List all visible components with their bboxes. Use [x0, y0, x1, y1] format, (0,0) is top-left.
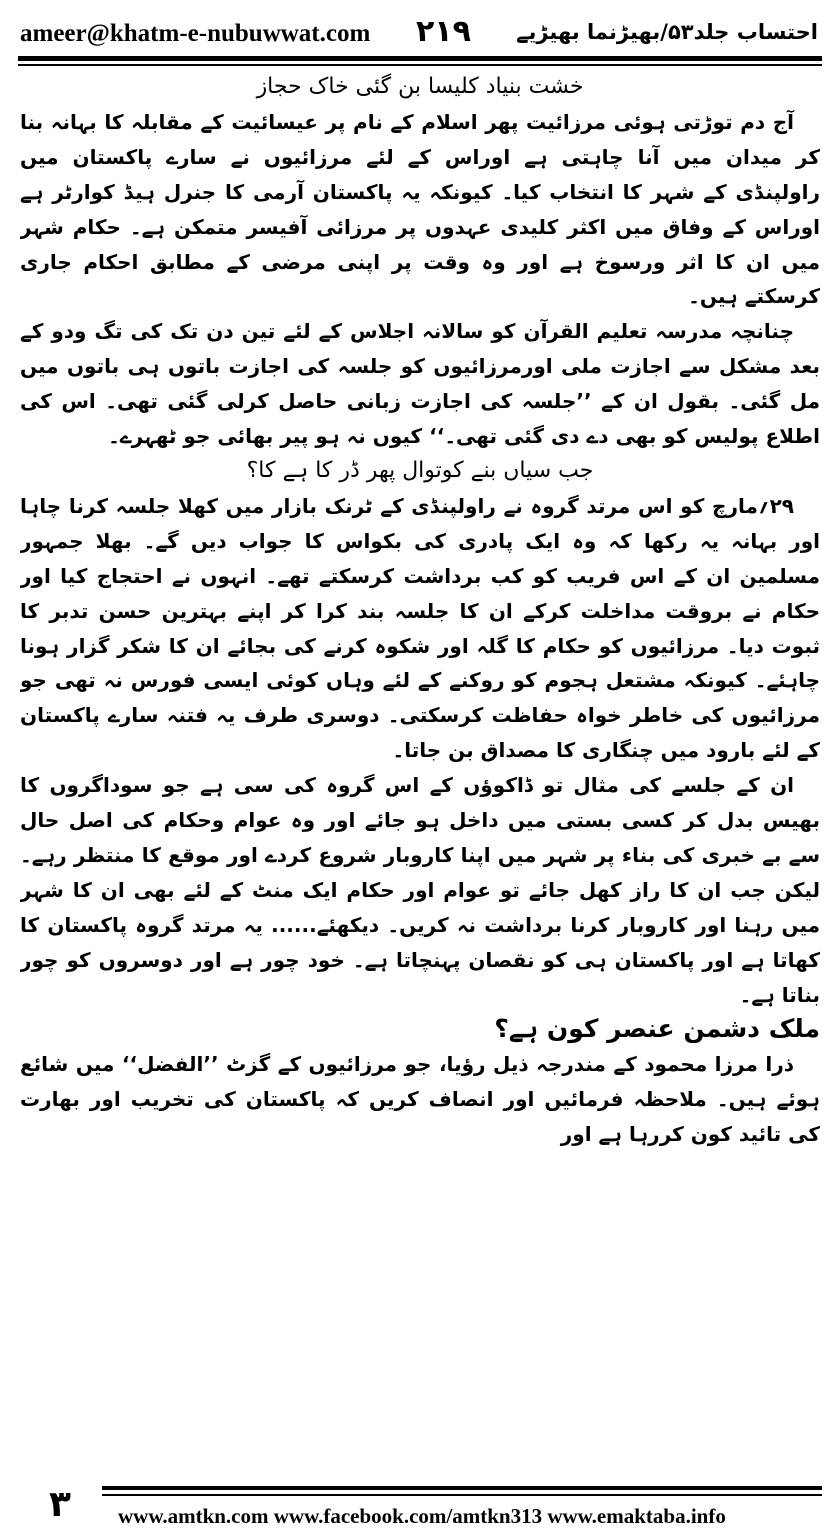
article-body	[20, 70, 820, 1442]
verse-2: جب سیاں بنے کوتوال پھر ڈر کا ہے کا؟	[246, 457, 594, 483]
header-series-title: احتساب جلد۵۳/بھیڑنما بھیڑیے	[516, 20, 818, 44]
footer-rule-thin	[18, 1494, 822, 1496]
paragraph-1: آج دم توڑتی ہوئی مرزائیت پھر اسلام کے نام پر عیسائیت کے مقابلہ کا بہانہ بنا کر میدان میں آنا چاہتی ہے اوراس کے لئے مرزائیوں نے سارے پاکستان میں راولپنڈی کے شہر کا انتخاب کیا۔ کیونکہ یہ پاکستان آرمی کا جنرل ہیڈ کوارٹر ہے اوراس کے وفاق میں اکثر کلیدی عہدوں پر مرزائی آفیسر متمکن ہے۔ حکام شہر میں ان کا اثر ورسوخ ہے اور وہ وقت پر اپنی مرضی کے مطابق احکام جاری کرسکتے ہیں۔	[20, 109, 820, 309]
header-page-number: ۲۱۹	[416, 14, 471, 49]
paragraph-2: چنانچہ مدرسہ تعلیم القرآن کو سالانہ اجلاس کے لئے تین دن تک کی تگ ودو کے بعد مشکل سے اجازت ملی اورمرزائیوں کو جلسہ کی اجازت باتوں ہی باتوں میں مل گئی۔ بقول ان کے ’’جلسہ کی اجازت زبانی حاصل کرلی گئی تھی۔ اس کی اطلاع پولیس کو بھی دے دی گئی تھی۔‘‘ کیوں نہ ہو پیر بھائی جو ٹھہرے۔	[20, 319, 820, 449]
subheading: ملک دشمن عنصر کون ہے؟	[494, 1014, 820, 1044]
footer-page-number: ۳	[18, 1478, 102, 1532]
header-rule-thin	[18, 64, 822, 66]
paragraph-3: ۲۹؍مارچ کو اس مرتد گروہ نے راولپنڈی کے ٹرنک بازار میں کھلا جلسہ کرنا چاہا اور بہانہ یہ رکھا کہ وہ ایک پادری کی بکواس کا جواب دیں گے۔ بھلا جمہور مسلمین ان کے اس فریب کو کب برداشت کرسکتے تھے۔ انہوں نے احتجاج کیا اور حکام نے بروقت مداخلت کرکے ان کا جلسہ بند کرا کر اپنے بہترین حسن تدبر کا ثبوت دیا۔ مرزائیوں کو حکام کا گلہ اور شکوہ کرنے کی بجائے ان کا شکر گزار ہونا چاہئے۔ کیونکہ مشتعل ہجوم کو روکنے کے لئے وہاں کوئی ایسی فورس نہ تھی جو مرزائیوں کی خاطر خواہ حفاظت کرسکتی۔ دوسری طرف یہ فتنہ سارے پاکستان کے لئے بارود میں چنگاری کا مصداق بن جاتا۔	[20, 493, 820, 763]
header-rule-thick	[18, 56, 822, 61]
header-email: ameer@khatm-e-nubuwwat.com	[20, 20, 371, 47]
page-header	[18, 14, 822, 54]
footer-rule-thick	[18, 1486, 822, 1490]
footer-links: www.amtkn.com www.facebook.com/amtkn313 www.emaktaba.info	[118, 1504, 726, 1528]
paragraph-5: ذرا مرزا محمود کے مندرجہ ذیل رؤیا، جو مرزائیوں کے گزٹ ’’الفضل‘‘ میں شائع ہوئے ہیں۔ ملاحظہ فرمائیں اور انصاف کریں کہ پاکستان کی تخریب اور بھارت کی تائید کون کررہا ہے اور	[20, 1052, 820, 1147]
verse-1: خشت بنیاد کلیسا بن گئی خاک حجاز	[256, 74, 584, 99]
paragraph-4: ان کے جلسے کی مثال تو ڈاکوؤں کے اس گروہ کی سی ہے جو سوداگروں کا بھیس بدل کر کسی بستی میں داخل ہو جائے اور وہ عوام وحکام کی اصل حال سے بے خبری کی بناء پر شہر میں اپنا کاروبار شروع کردے اور موقع کا منتظر رہے۔ لیکن جب ان کا راز کھل جائے تو عوام اور حکام ایک منٹ کے لئے بھی ان کا شہر میں رہنا اور کاروبار کرنا برداشت نہ کریں۔ دیکھئے...... یہ مرتد گروہ پاکستان کا کھاتا ہے اور پاکستان ہی کو نقصان پہنچاتا ہے۔ خود چور ہے اور دوسروں کو چور بناتا ہے۔	[20, 773, 820, 1007]
